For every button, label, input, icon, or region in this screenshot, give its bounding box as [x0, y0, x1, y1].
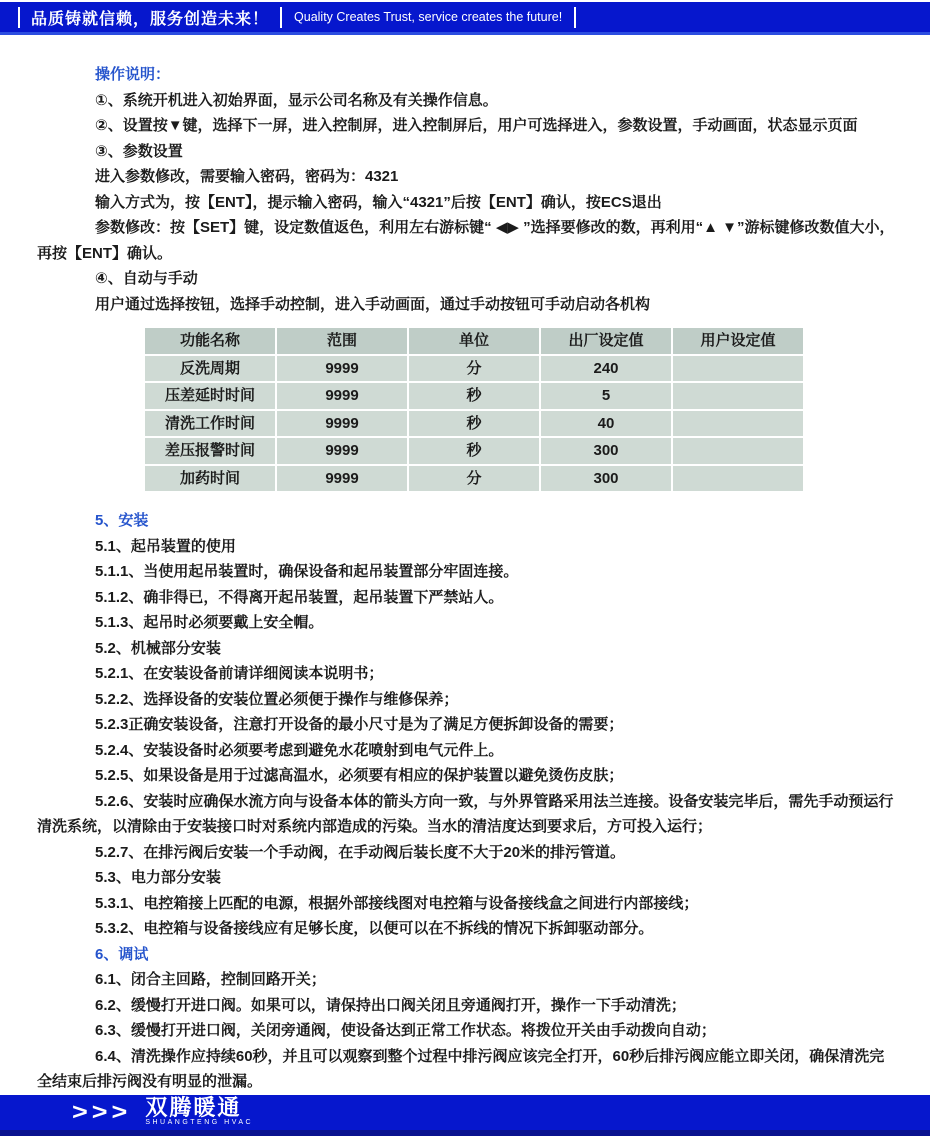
parameter-table — [143, 326, 805, 493]
table-row — [145, 383, 803, 409]
table-cell: 分 — [409, 466, 539, 492]
banner-slogan-en: Quality Creates Trust, service creates the future! — [294, 10, 563, 24]
table-cell: 40 — [541, 411, 671, 437]
paragraph: ③、参数设置 — [95, 142, 183, 160]
table-cell: 9999 — [277, 356, 407, 382]
paragraph: 输入方式为，按【ENT】，提示输入密码，输入“4321”后按【ENT】确认，按ECS退出 — [95, 193, 662, 211]
footer-brand-en: SHUANGTENG HVAC — [145, 1119, 254, 1126]
paragraph: 6.1、闭合主回路，控制回路开关； — [95, 971, 326, 988]
paragraph: ①、系统开机进入初始界面，显示公司名称及有关操作信息。 — [95, 91, 498, 109]
banner-divider — [574, 7, 576, 28]
table-cell: 秒 — [409, 383, 539, 409]
table-cell — [673, 438, 803, 464]
table-cell: 加药时间 — [145, 466, 275, 492]
table-cell: 9999 — [277, 383, 407, 409]
table-cell: 300 — [541, 466, 671, 492]
paragraph: 5.2.7、在排污阀后安装一个手动阀，在手动阀后装长度不大于20米的排污管道。 — [95, 843, 626, 861]
footer-brand-cn: 双腾暖通 — [145, 1095, 242, 1120]
table-cell: 差压报警时间 — [145, 438, 275, 464]
paragraph: 5.1.1、当使用起吊装置时，确保设备和起吊装置部分牢固连接。 — [95, 563, 519, 580]
paragraph: ②、设置按▼键，选择下一屏，进入控制屏，进入控制屏后，用户可选择进入，参数设置，手动画面，状态显示页面 — [95, 117, 858, 134]
table-cell: 9999 — [277, 466, 407, 492]
section-heading: 5、安装 — [95, 512, 149, 529]
paragraph: 5.2.6、安装时应确保水流方向与设备本体的箭头方向一致，与外界管路采用法兰连接。设备安装完毕后，需先手动预运行清洗系统，以清除由于安装接口时对系统内部造成的污染。当水的清洁度达到要求后，方可投入运行； — [37, 792, 894, 835]
table-cell: 9999 — [277, 411, 407, 437]
table-cell: 秒 — [409, 411, 539, 437]
banner-divider — [18, 7, 20, 28]
table-row — [145, 466, 803, 492]
table-cell — [673, 356, 803, 382]
paragraph: 5.2.2、选择设备的安装位置必须便于操作与维修保养； — [95, 690, 459, 708]
paragraph: 5.1.3、起吊时必须要戴上安全帽。 — [95, 614, 324, 631]
installation-debug-section — [37, 508, 897, 1095]
table-cell — [673, 466, 803, 492]
paragraph: 5.2.1、在安装设备前请详细阅读本说明书； — [95, 665, 384, 682]
paragraph: 6.4、清洗操作应持续60秒，并且可以观察到整个过程中排污阀应该完全打开，60秒后排污阀应能立即关闭，确保清洗完全结束后排污阀没有明显的泄漏。 — [37, 1047, 885, 1090]
banner-divider — [280, 7, 282, 28]
section-heading: 6、调试 — [95, 945, 149, 963]
table-cell — [673, 411, 803, 437]
table-cell: 5 — [541, 383, 671, 409]
table-cell: 反洗周期 — [145, 356, 275, 382]
table-cell: 压差延时时间 — [145, 383, 275, 409]
table-cell: 清洗工作时间 — [145, 411, 275, 437]
table-row — [145, 356, 803, 382]
operation-instructions-section — [37, 62, 897, 317]
paragraph: ④、自动与手动 — [95, 270, 198, 287]
paragraph: 用户通过选择按钮，选择手动控制，进入手动画面，通过手动按钮可手动启动各机构 — [95, 295, 651, 313]
table-header-cell: 用户设定值 — [673, 328, 803, 354]
paragraph: 5.3.2、电控箱与设备接线应有足够长度，以便可以在不拆线的情况下拆卸驱动部分。 — [95, 920, 654, 937]
footer-arrows-logo: >>> — [72, 1099, 132, 1125]
table-cell: 秒 — [409, 438, 539, 464]
footer-bar — [0, 1095, 930, 1136]
table-header-cell: 功能名称 — [145, 328, 275, 354]
paragraph: 5.2.4、安装设备时必须要考虑到避免水花喷射到电气元件上。 — [95, 741, 504, 759]
table-header-cell: 范围 — [277, 328, 407, 354]
footer-brand — [145, 1095, 254, 1127]
paragraph: 5.2.5、如果设备是用于过滤高温水，必须要有相应的保护装置以避免烫伤皮肤； — [95, 767, 624, 784]
table-cell: 分 — [409, 356, 539, 382]
section-heading: 操作说明： — [95, 66, 171, 83]
table-row — [145, 438, 803, 464]
paragraph: 5.1.2、确非得已，不得离开起吊装置，起吊装置下严禁站人。 — [95, 588, 504, 606]
table-cell — [673, 383, 803, 409]
paragraph: 6.3、缓慢打开进口阀，关闭旁通阀，使设备达到正常工作状态。将拨位开关由手动拨向自动； — [95, 1022, 716, 1039]
paragraph: 5.1、起吊装置的使用 — [95, 537, 236, 555]
table-cell: 240 — [541, 356, 671, 382]
table-header-row — [145, 328, 803, 354]
paragraph: 参数修改：按【SET】键，设定数值返色，利用左右游标键“ ◀▶ ”选择要修改的数，再利用“▲ ▼”游标键修改数值大小，再按【ENT】确认。 — [37, 219, 895, 262]
paragraph: 5.2.3正确安装设备，注意打开设备的最小尺寸是为了满足方便拆卸设备的需要； — [95, 716, 624, 733]
top-banner — [0, 2, 930, 35]
paragraph: 进入参数修改，需要输入密码，密码为：4321 — [95, 168, 399, 185]
document-body — [0, 35, 930, 1095]
table-cell: 9999 — [277, 438, 407, 464]
paragraph: 6.2、缓慢打开进口阀。如果可以，请保持出口阀关闭且旁通阀打开，操作一下手动清洗； — [95, 996, 686, 1014]
table-header-cell: 出厂设定值 — [541, 328, 671, 354]
paragraph: 5.3、电力部分安装 — [95, 869, 221, 886]
table-row — [145, 411, 803, 437]
paragraph: 5.3.1、电控箱接上匹配的电源，根据外部接线图对电控箱与设备接线盒之间进行内部接线； — [95, 894, 699, 912]
banner-slogan-cn: 品质铸就信赖，服务创造未来！ — [31, 10, 270, 28]
parameter-table-wrapper — [143, 326, 897, 493]
paragraph: 5.2、机械部分安装 — [95, 639, 221, 657]
table-header-cell: 单位 — [409, 328, 539, 354]
table-cell: 300 — [541, 438, 671, 464]
